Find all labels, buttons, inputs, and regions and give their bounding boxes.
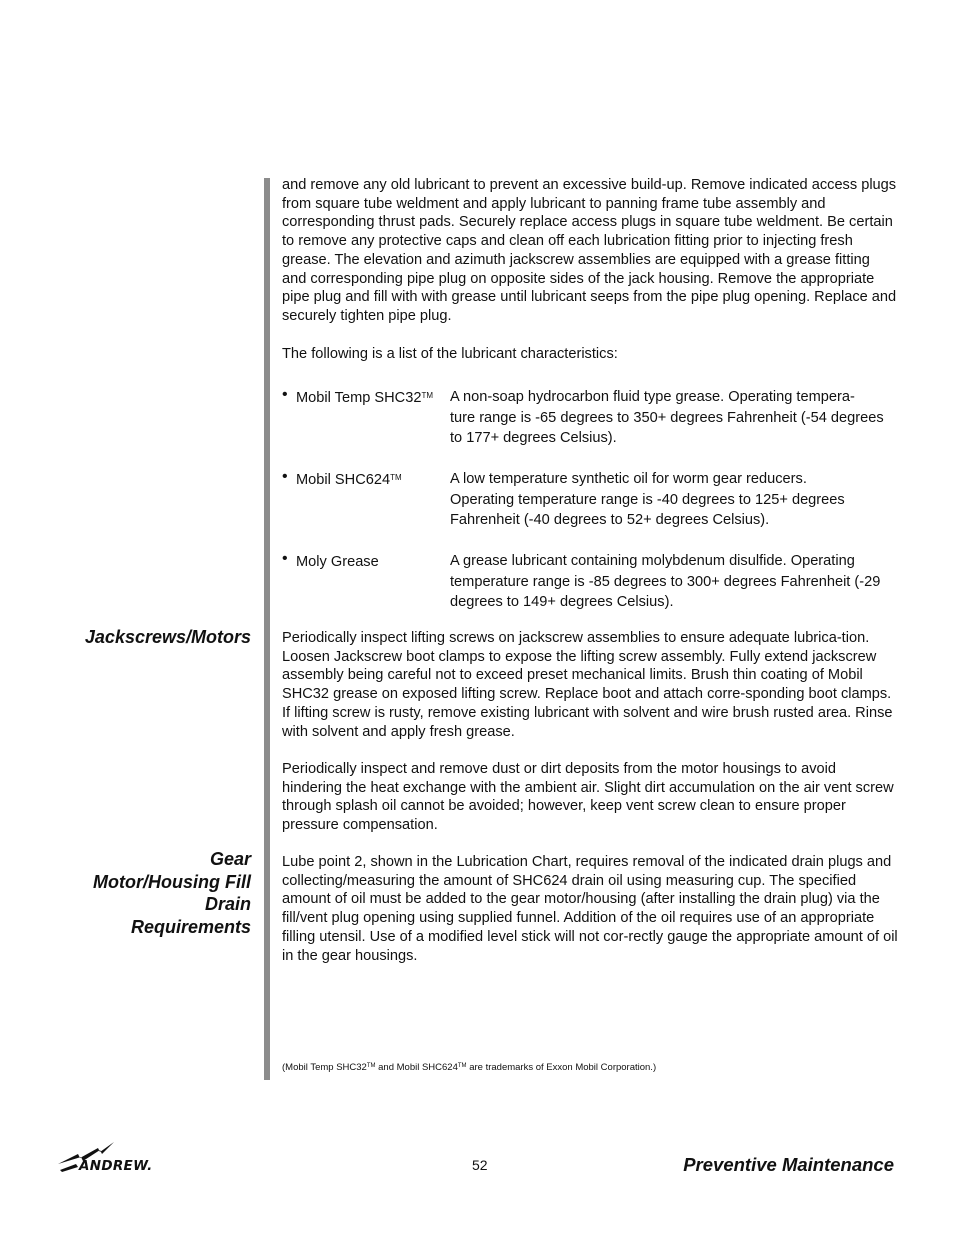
margin-rule bbox=[264, 178, 270, 1080]
list-intro-text: The following is a list of the lubricant characteristics: bbox=[282, 346, 618, 362]
jackscrews-paragraph bbox=[282, 629, 898, 741]
lubricant-name: Mobil Temp SHC32™ bbox=[296, 390, 434, 406]
bullet-icon: • bbox=[282, 550, 288, 567]
gear-heading: Gear Motor/Housing Fill Drain Requirements bbox=[93, 849, 251, 937]
lubricant-description: A low temperature synthetic oil for worm gear reducers. Operating temperature range is -40 degrees to 125+ degrees Fahrenheit (-40 degrees to 52+ degrees Celsius). bbox=[450, 471, 845, 528]
lubricant-name: Mobil SHC624™ bbox=[296, 472, 402, 488]
trademark-mark: TM bbox=[421, 391, 434, 400]
page-number: 52 bbox=[472, 1157, 488, 1173]
gear-text: Lube point 2, shown in the Lubrication Chart, requires removal of the indicated drain plugs and collecting/measuring the amount of SHC624 drain oil using measuring cup. The specified amount of oil must be added to the gear motor/housing (after installing the drain plug) via the fill/vent plug opening using supplied funnel. Addition of the oil requires use of an appropriate filling utensil. Use of a modified level stick will not cor-rectly gauge the appropriate amount of oil in the gear housings. bbox=[282, 854, 898, 964]
intro-text: and remove any old lubricant to prevent an excessive build-up. Remove indicated access plugs from square tube weldment and apply lubricant to panning frame tube assembly and corresponding thrust pads. Securely replace access plugs in square tube weldment. Be certain to remove any protective caps and clean off each lubrication fitting prior to injecting fresh grease. The elevation and azimuth jackscrew assemblies are equipped with a grease fitting and corresponding pipe plug on opposite sides of the jack housing. Remove the appropriate pipe plug and fill with with grease until lubricant seeps from the pipe plug opening. Replace and securely tighten pipe plug. bbox=[282, 177, 897, 324]
motors-paragraph bbox=[282, 760, 898, 835]
trademark-footnote: (Mobil Temp SHC32™ and Mobil SHC624™ are trademarks of Exxon Mobil Corporation.) bbox=[282, 1062, 657, 1073]
lubricant-name: Moly Grease bbox=[296, 554, 379, 570]
list-intro bbox=[282, 345, 898, 364]
intro-paragraph bbox=[282, 176, 898, 326]
bullet-icon: • bbox=[282, 468, 288, 485]
footer-section-title: Preventive Maintenance bbox=[683, 1154, 894, 1175]
jackscrews-text: Periodically inspect lifting screws on jackscrew assemblies to ensure adequate lubrica-tion. Loosen Jackscrew boot clamps to expose the lifting screw assembly. Fully extend jackscrew assembly being careful not to exceed preset mechanical limits. Brush thin coating of Mobil SHC32 grease on exposed lifting screw. Replace boot and attach corre-sponding boot clamps. If lifting screw is rusty, remove existing lubricant with solvent and wire brush rusted area. Rinse with solvent and apply fresh grease. bbox=[282, 630, 893, 740]
bullet-icon: • bbox=[282, 386, 288, 403]
lubricant-description: A grease lubricant containing molybdenum disulfide. Operating temperature range is -85 degrees to 300+ degrees Fahrenheit (-29 degrees to 149+ degrees Celsius). bbox=[450, 553, 881, 610]
motors-text: Periodically inspect and remove dust or dirt deposits from the motor housings to avoid hindering the heat exchange with the ambient air. Slight dirt accumulation on the air vent screw through splash oil cannot be avoided; however, keep vent screw clean to ensure proper pressure compensation. bbox=[282, 761, 894, 834]
lubricant-description: A non-soap hydrocarbon fluid type grease. Operating tempera- ture range is -65 degrees to 350+ degrees Fahrenheit (-54 degrees to 177+ degrees Celsius). bbox=[450, 389, 884, 446]
trademark-mark: TM bbox=[390, 473, 402, 482]
gear-paragraph bbox=[282, 853, 898, 965]
jackscrews-heading: Jackscrews/Motors bbox=[84, 627, 251, 647]
logo-text: ANDREW. bbox=[79, 1158, 153, 1174]
andrew-logo bbox=[56, 1140, 172, 1178]
